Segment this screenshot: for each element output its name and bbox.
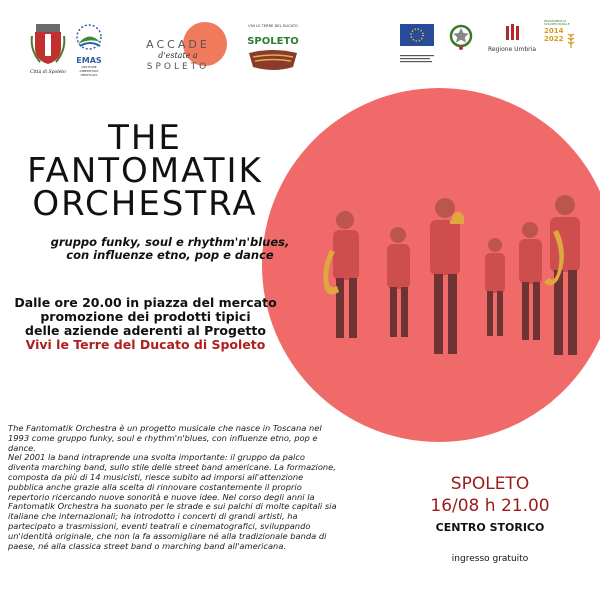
promo-line-1: Dalle ore 20.00 in piazza del mercato	[14, 295, 277, 310]
regione-umbria-logo	[486, 24, 538, 54]
emas-label: EMAS	[76, 56, 102, 65]
promo-project-name: Vivi le Terre del Ducato di Spoleto	[25, 337, 266, 352]
band-photo	[300, 190, 600, 380]
event-city: SPOLETO	[450, 474, 530, 494]
promo-block	[8, 296, 283, 352]
promo-line-2: promozione dei prodotti tipici	[40, 309, 251, 324]
ducato-logo	[245, 24, 301, 72]
musician-figure	[387, 227, 410, 337]
regione-label: Regione Umbria	[488, 46, 536, 53]
italy-emblem-logo	[449, 24, 473, 54]
emas-caption: GESTIONE AMBIENTALE VERIFICATA	[79, 65, 99, 77]
accade-bottom: SPOLETO	[146, 62, 210, 72]
city-crest-logo	[30, 22, 66, 75]
ducato-city: SPOLETO	[247, 36, 299, 47]
accade-top: ACCADE	[146, 38, 210, 51]
event-title	[0, 118, 290, 224]
subtitle-line-1: gruppo funky, soul e rhythm'n'blues,	[50, 235, 290, 249]
emas-logo	[72, 22, 106, 77]
psr-years-b: 2022	[544, 34, 564, 43]
accade-mid: d'estate a	[158, 51, 198, 60]
band-description	[8, 424, 338, 551]
logos-bar	[0, 0, 600, 90]
musician-figure	[519, 222, 542, 340]
psr-years-a: 2014	[544, 26, 564, 35]
description-paragraph-1: The Fantomatik Orchestra è un progetto musicale che nasce in Toscana nel 1993 come gruppo funky, soul e rhythm'n'blues, con influenze etno, pop e dance.	[8, 423, 322, 453]
star-emblem-icon	[449, 24, 473, 52]
event-datetime: 16/08 h 21.00	[430, 496, 550, 516]
event-entry: ingresso gratuito	[451, 554, 529, 564]
title-line-1: THE	[108, 118, 182, 158]
umbria-candles-icon	[486, 24, 538, 42]
fields-icon	[245, 49, 301, 71]
ducato-arc: VIVI LE TERRE DEL DUCATO	[248, 24, 298, 28]
eu-caption-lines	[400, 53, 434, 65]
wheat-icon	[566, 32, 576, 48]
psr-caption: PROGRAMMA DI SVILUPPO RURALE	[544, 19, 570, 27]
subtitle-line-2: con influenze etno, pop e dance	[66, 248, 274, 262]
musician-figure	[550, 195, 580, 355]
promo-line-3: delle aziende aderenti al Progetto	[25, 323, 266, 338]
emas-stars-icon	[72, 22, 106, 52]
crest-icon	[30, 22, 66, 66]
description-paragraph-2: Nel 2001 la band intraprende una svolta importante: il gruppo da palco diventa marching band, sullo stile delle street band americane. La formazione, composta da più di 14 musicisti, riesce subito ad imporsi all'attenzione pubblica anche grazie alla scelta di rinnovare costantemente il proprio repertorio ricercando nuove sonorità e nuove idee. Nel corso degli anni la Fantomatik Orchestra ha suonato per le strade e sui palchi di molte capitali sia italiane che internazionali; ha introdotto i concerti di grandi artisti, ha partecipato a trasmissioni, eventi teatrali e cinematografici, sviluppando un'identità originale, che non la fa assomigliare né alla tradizionale banda di paese, né alla classica street band o marching band all'americana.	[8, 452, 337, 551]
psr-logo	[544, 20, 576, 62]
title-line-2: FANTOMATIK	[27, 151, 263, 191]
event-subtitle	[45, 236, 295, 262]
title-line-3: ORCHESTRA	[32, 184, 258, 224]
eu-flag-icon	[400, 24, 434, 46]
city-caption: Città di Spoleto	[30, 70, 66, 75]
eu-logo	[400, 24, 434, 62]
musician-figure	[333, 211, 359, 338]
event-place: CENTRO STORICO	[435, 521, 545, 534]
accade-logo	[123, 22, 233, 74]
musician-figure	[485, 238, 505, 336]
